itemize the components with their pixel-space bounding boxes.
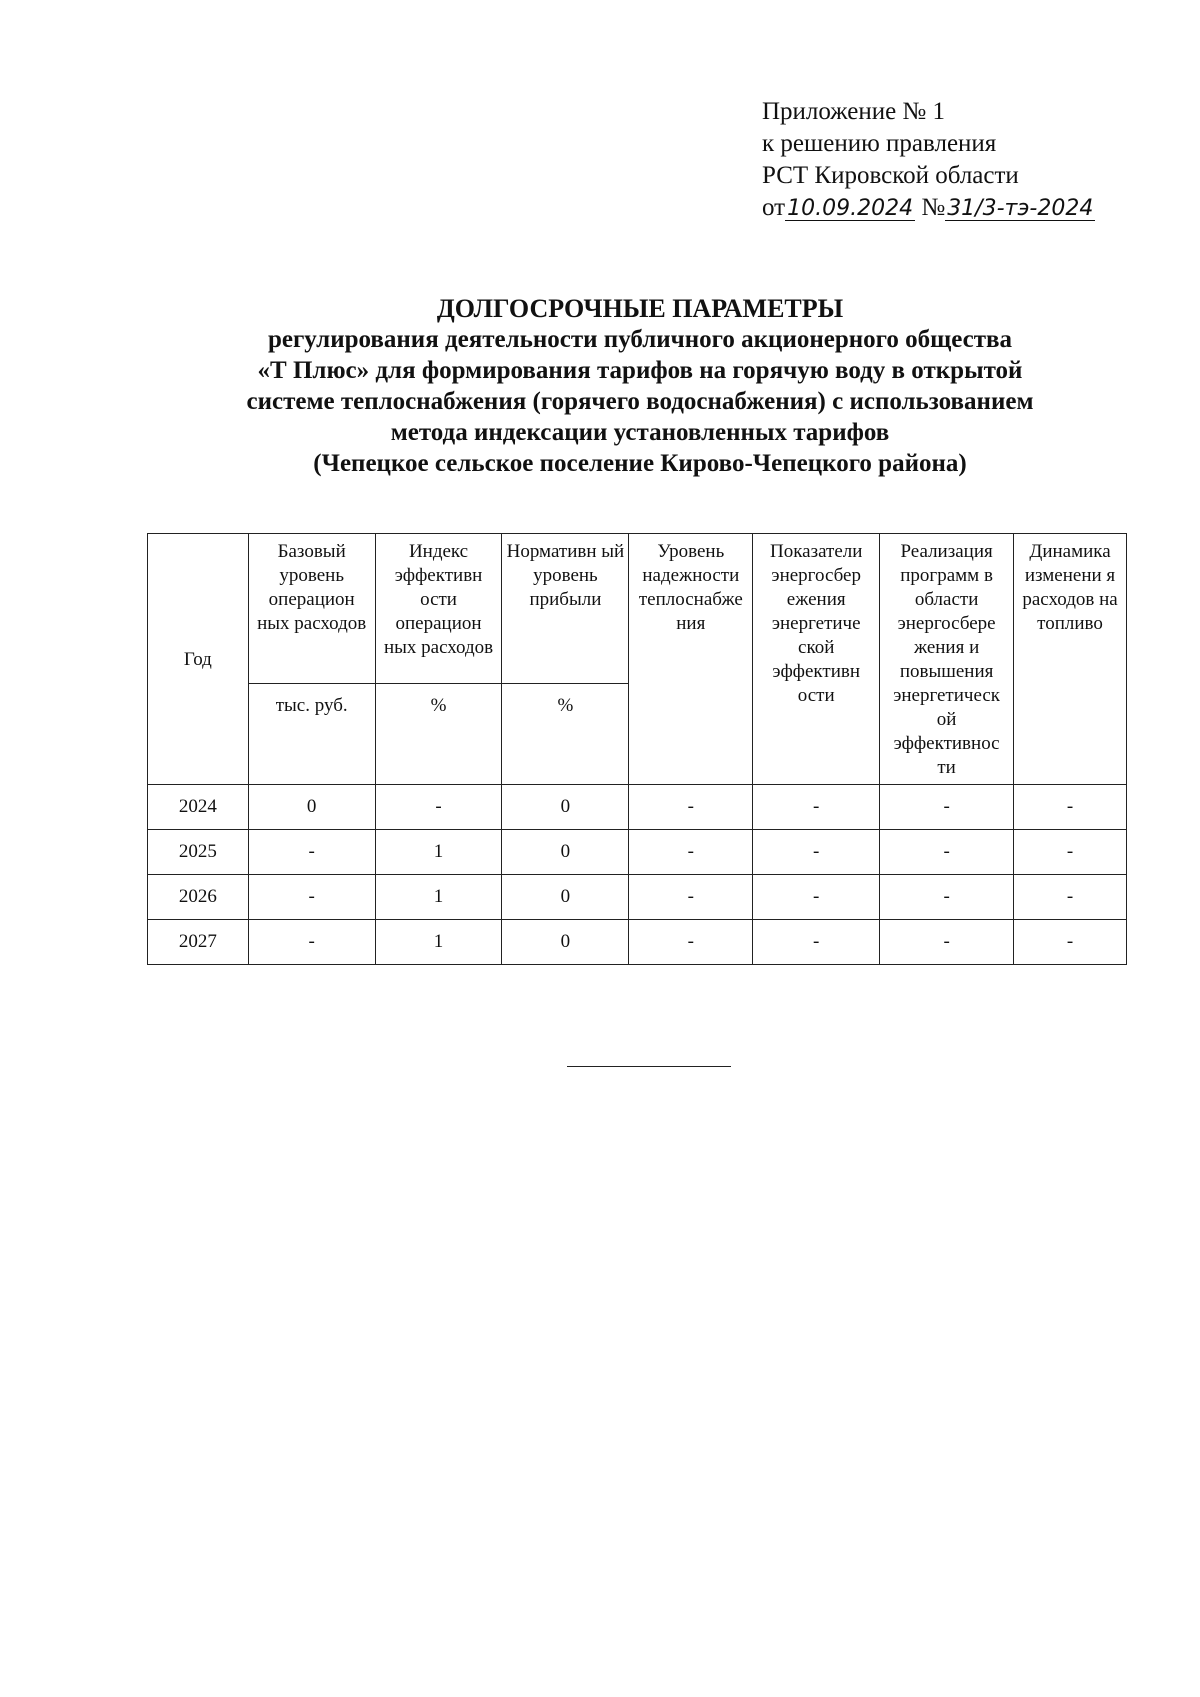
cell-base-opex: 0 — [248, 785, 375, 830]
cell-programs: - — [880, 875, 1014, 920]
cell-base-opex: - — [248, 830, 375, 875]
date-prefix: от — [762, 194, 786, 221]
header-base-opex: Базовый уровень операцион ных расходов — [248, 534, 375, 684]
number-prefix: № — [921, 194, 946, 221]
appendix-date-line — [762, 192, 1095, 224]
cell-year: 2025 — [148, 830, 249, 875]
cell-efficiency-index: 1 — [375, 920, 502, 965]
cell-fuel-dynamics: - — [1014, 830, 1127, 875]
document-title — [120, 293, 1160, 479]
title-line-5: метода индексации установленных тарифов — [390, 419, 890, 446]
header-energy-saving: Показатели энергосбер ежения энергетиче ской эффективн ости — [753, 534, 880, 785]
cell-programs: - — [880, 830, 1014, 875]
cell-base-opex: - — [248, 875, 375, 920]
appendix-line-3: РСТ Кировской области — [762, 162, 1019, 189]
header-efficiency-index: Индекс эффективн ости операцион ных расходов — [375, 534, 502, 684]
title-line-4: системе теплоснабжения (горячего водоснабжения) с использованием — [246, 388, 1034, 415]
appendix-line-1: Приложение № 1 — [762, 98, 946, 125]
cell-reliability: - — [629, 830, 753, 875]
cell-energy-saving: - — [753, 875, 880, 920]
cell-efficiency-index: 1 — [375, 875, 502, 920]
table-row — [148, 920, 1127, 965]
cell-programs: - — [880, 785, 1014, 830]
cell-year: 2026 — [148, 875, 249, 920]
title-line-3: «Т Плюс» для формирования тарифов на горячую воду в открытой — [257, 357, 1023, 384]
cell-reliability: - — [629, 875, 753, 920]
cell-efficiency-index: - — [375, 785, 502, 830]
cell-profit-level: 0 — [502, 875, 629, 920]
header-year: Год — [148, 534, 249, 785]
cell-energy-saving: - — [753, 830, 880, 875]
header-reliability: Уровень надежности теплоснабже ния — [629, 534, 753, 785]
title-line-6: (Чепецкое сельское поселение Кирово-Чепецкого района) — [313, 450, 967, 477]
header-row — [148, 534, 1127, 684]
cell-year: 2024 — [148, 785, 249, 830]
cell-profit-level: 0 — [502, 785, 629, 830]
cell-reliability: - — [629, 785, 753, 830]
title-line-2: регулирования деятельности публичного акционерного общества — [267, 326, 1013, 353]
cell-fuel-dynamics: - — [1014, 785, 1127, 830]
title-main: ДОЛГОСРОЧНЫЕ ПАРАМЕТРЫ — [436, 294, 844, 323]
decision-date: 10.09.2024 — [787, 196, 914, 221]
header-programs: Реализация программ в области энергосбере жения и повышения энергетическ ой эффективнос ти — [880, 534, 1014, 785]
cell-profit-level: 0 — [502, 830, 629, 875]
cell-energy-saving: - — [753, 785, 880, 830]
unit-profit-level: % — [502, 684, 629, 785]
table-row — [148, 875, 1127, 920]
unit-base-opex: тыс. руб. — [248, 684, 375, 785]
cell-fuel-dynamics: - — [1014, 875, 1127, 920]
header-fuel-dynamics: Динамика изменени я расходов на топливо — [1014, 534, 1127, 785]
cell-efficiency-index: 1 — [375, 830, 502, 875]
decision-number: 31/3-тэ-2024 — [947, 196, 1094, 221]
cell-reliability: - — [629, 920, 753, 965]
header-profit-level: Нормативн ый уровень прибыли — [502, 534, 629, 684]
cell-base-opex: - — [248, 920, 375, 965]
cell-year: 2027 — [148, 920, 249, 965]
closing-rule — [567, 1066, 731, 1067]
appendix-block — [762, 96, 1095, 224]
appendix-line-2: к решению правления — [762, 130, 997, 157]
cell-fuel-dynamics: - — [1014, 920, 1127, 965]
parameters-table — [147, 533, 1127, 965]
cell-profit-level: 0 — [502, 920, 629, 965]
table-row — [148, 785, 1127, 830]
table-row — [148, 830, 1127, 875]
cell-energy-saving: - — [753, 920, 880, 965]
unit-efficiency-index: % — [375, 684, 502, 785]
cell-programs: - — [880, 920, 1014, 965]
